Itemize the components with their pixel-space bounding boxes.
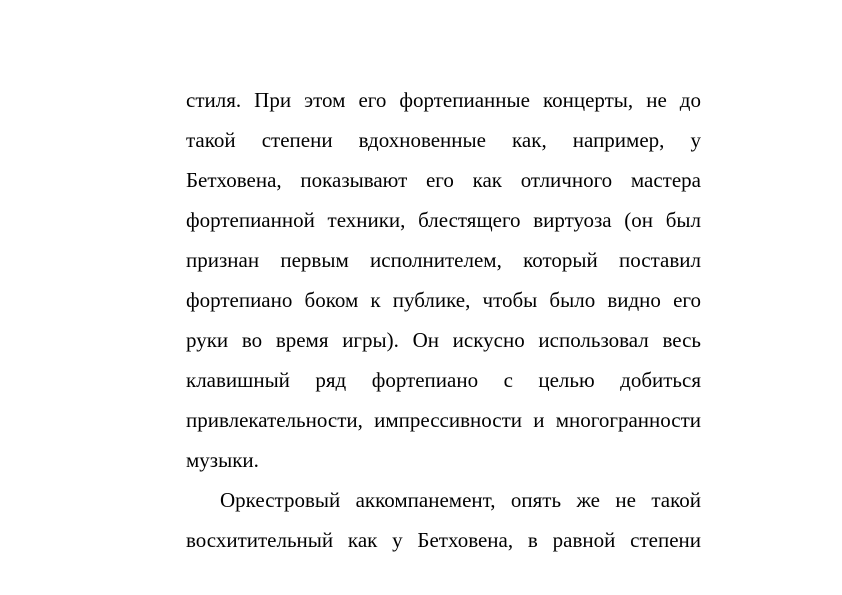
text-line: стиля. При этом его фортепианные концерты, не до [186,88,701,112]
text-line: восхитительный как у Бетховена, в равной степени [186,528,701,552]
text-line: Оркестровый аккомпанемент, опять же не такой [220,488,701,512]
text-line: фортепиано боком к публике, чтобы было видно его [186,288,701,312]
text-line: руки во время игры). Он искусно использовал весь [186,328,701,352]
body-text [186,83,701,563]
text-line: такой степени вдохновенные как, например, у [186,128,701,152]
text-line: Бетховена, показывают его как отличного мастера [186,168,701,192]
text-line: музыки. [186,448,259,472]
text-line: привлекательности, импрессивности и многогранности [186,408,701,432]
text-line: признан первым исполнителем, который поставил [186,248,701,272]
text-line: клавишный ряд фортепиано с целью добиться [186,368,701,392]
text-line: фортепианной техники, блестящего виртуоза (он был [186,208,701,232]
